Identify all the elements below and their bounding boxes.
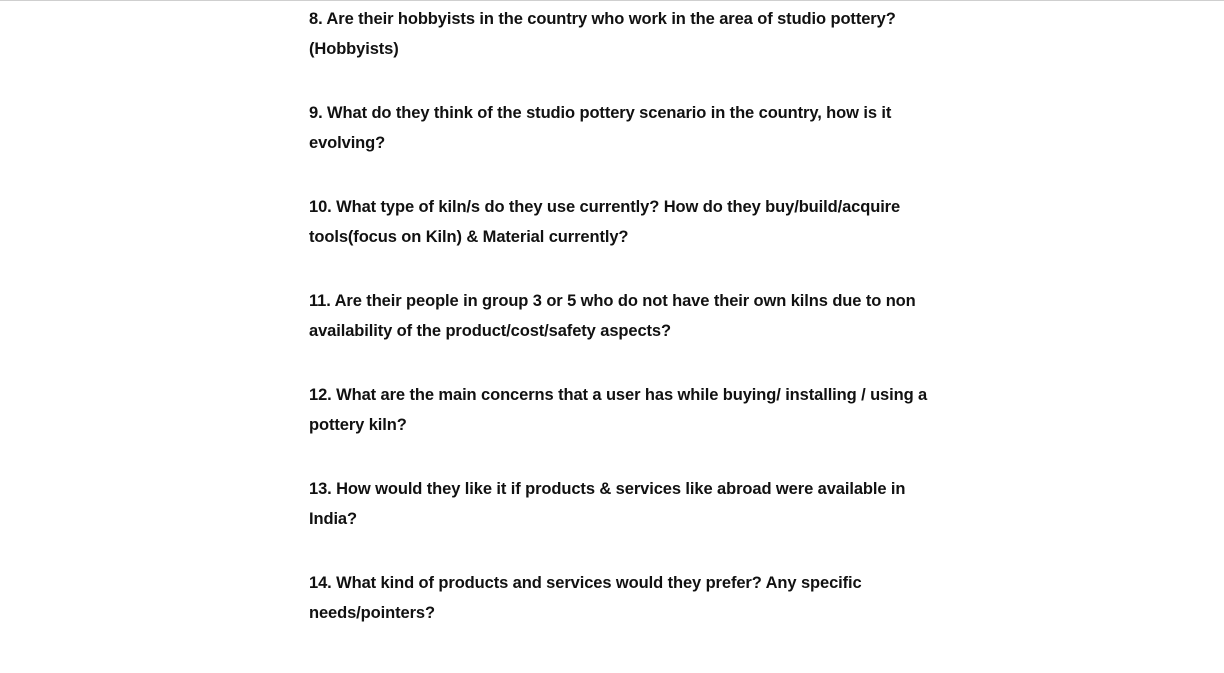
question-8: 8. Are their hobbyists in the country who work in the area of studio pottery? (Hobbyists) — [309, 10, 896, 58]
question-13: 13. How would they like it if products & services like abroad were available in India? — [309, 480, 906, 528]
question-14: 14. What kind of products and services would they prefer? Any specific needs/pointers? — [309, 574, 862, 622]
question-10: 10. What type of kiln/s do they use currently? How do they buy/build/acquire tools(focus on Kiln) & Material currently? — [309, 198, 901, 246]
question-9: 9. What do they think of the studio pottery scenario in the country, how is it evolving? — [309, 104, 892, 152]
question-list — [309, 5, 939, 622]
question-12: 12. What are the main concerns that a user has while buying/ installing / using a pottery kiln? — [309, 386, 928, 434]
question-11: 11. Are their people in group 3 or 5 who do not have their own kilns due to non availability of the product/cost/safety aspects? — [309, 292, 916, 340]
